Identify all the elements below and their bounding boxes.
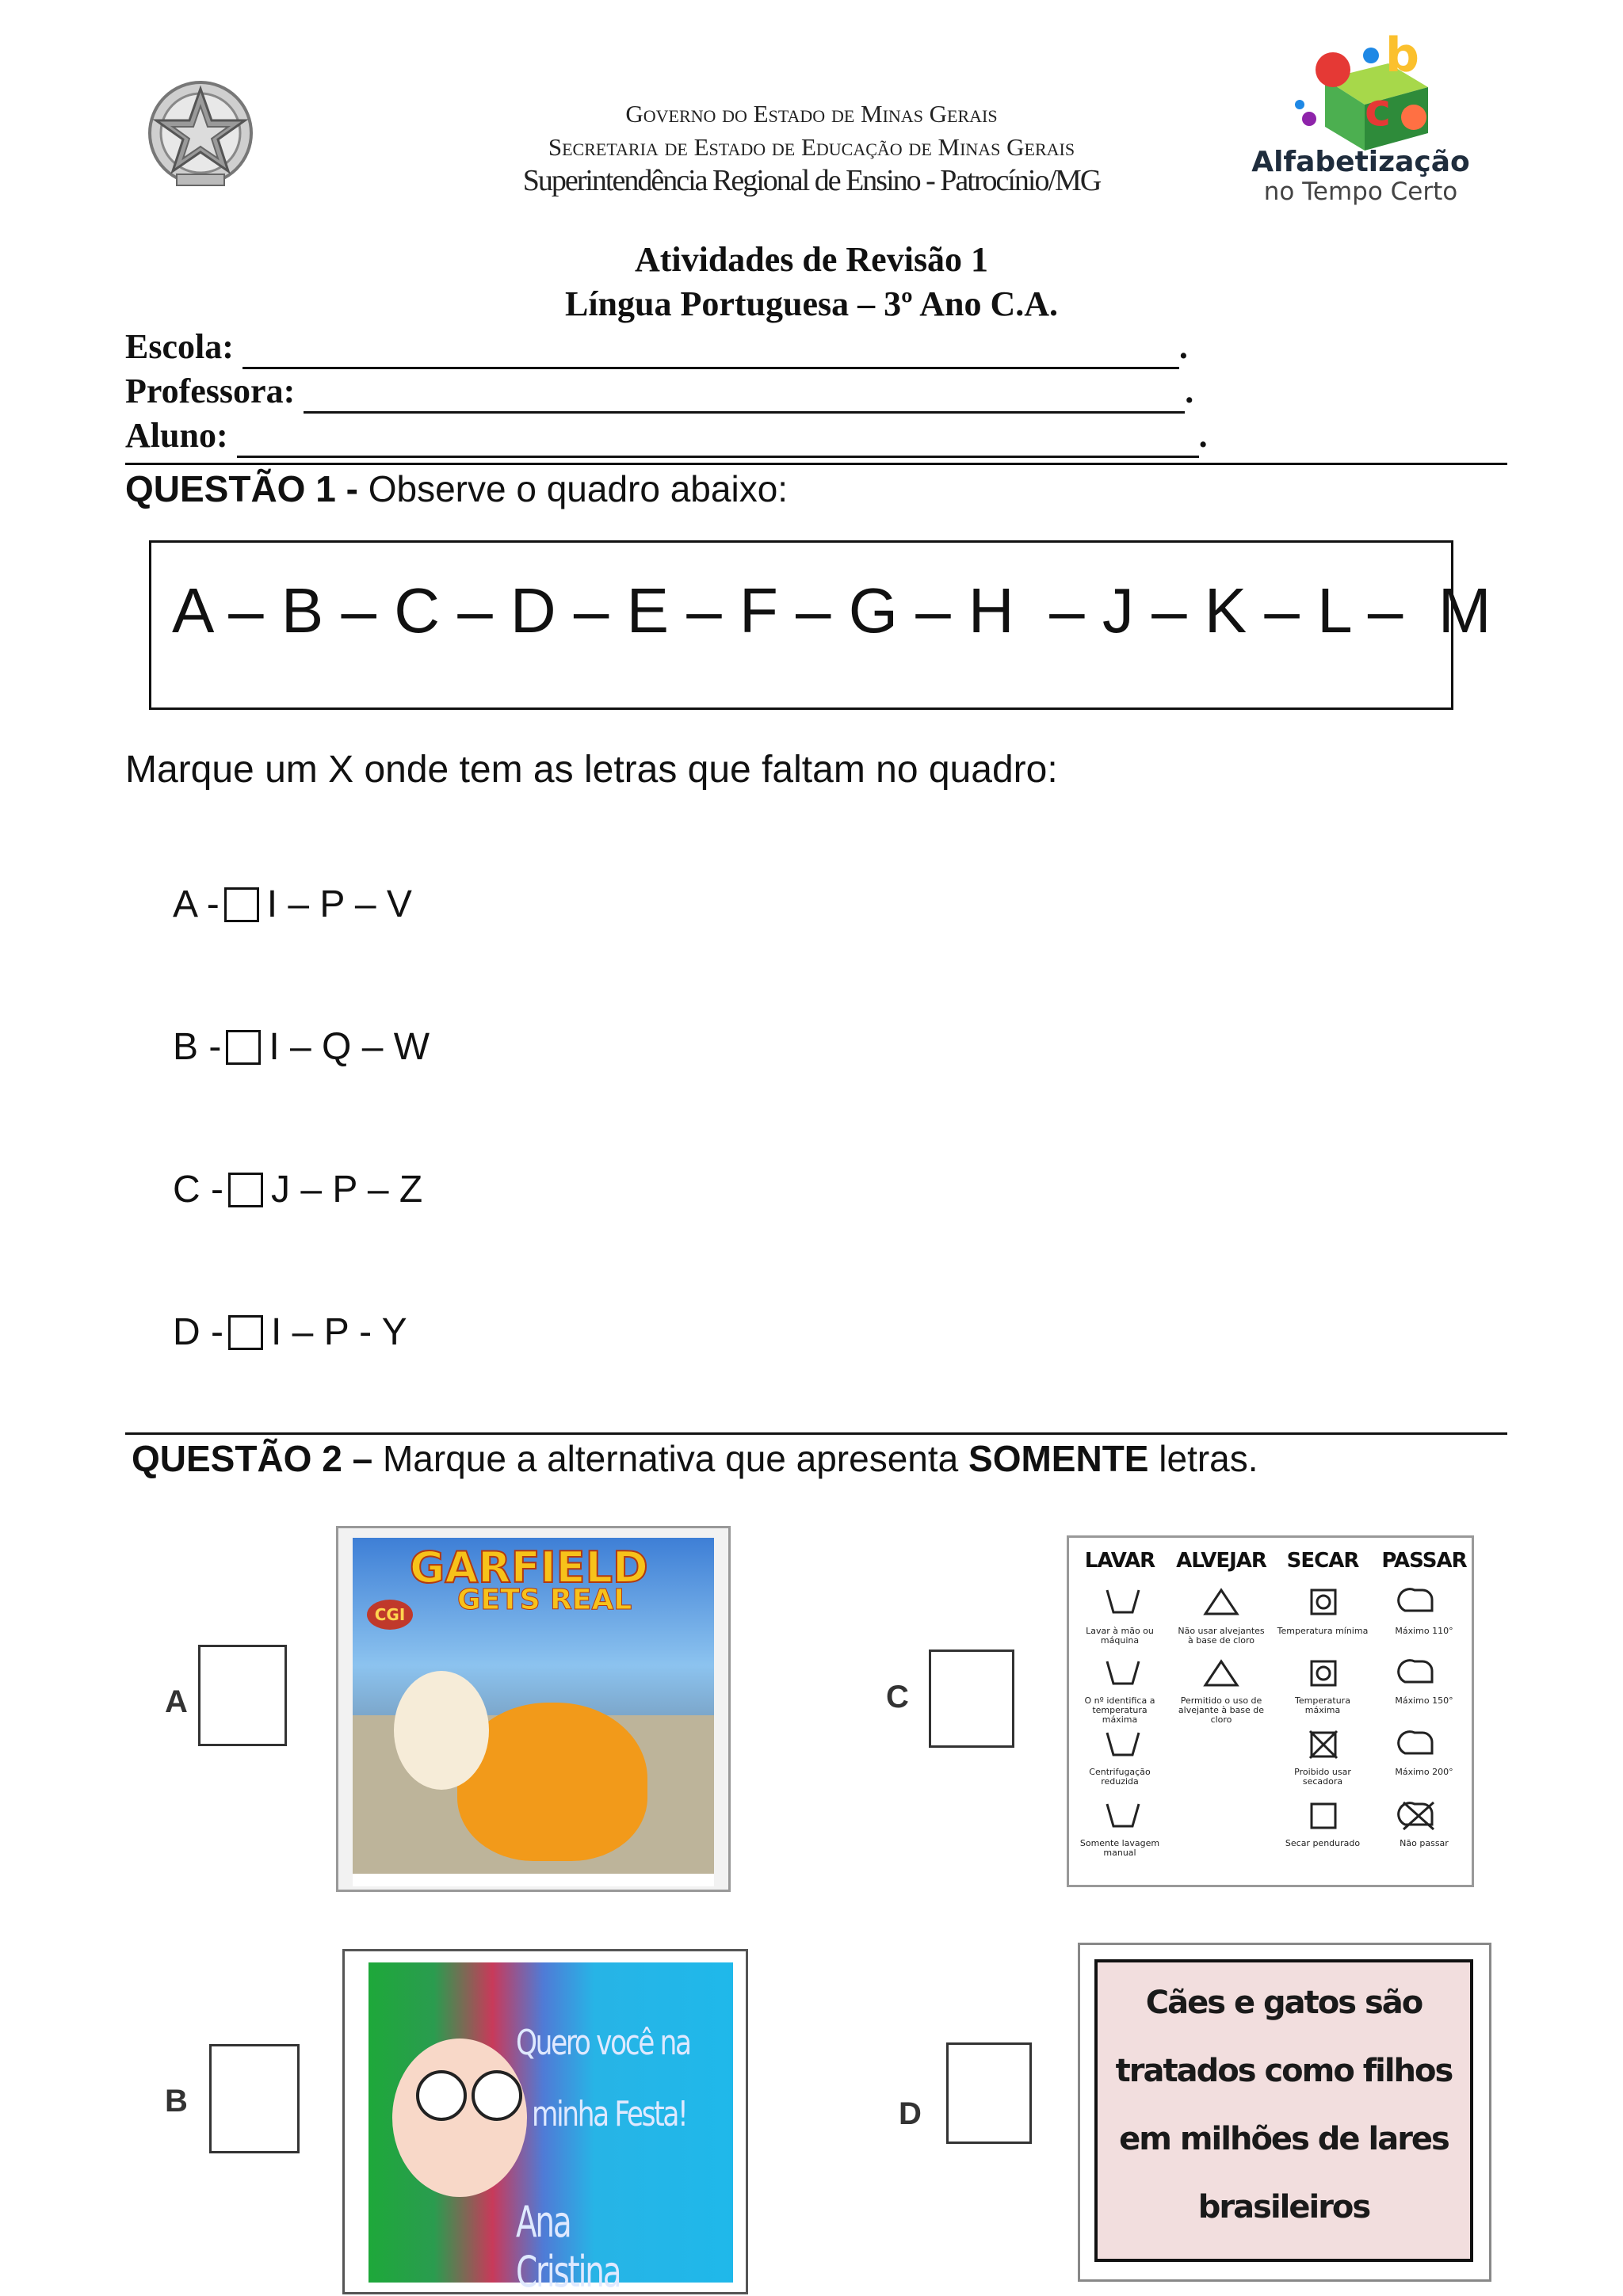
choice-d-checkbox[interactable]: [946, 2042, 1032, 2144]
student-label: Aluno:: [125, 416, 228, 455]
header-government-line: Governo do Estado de Minas Gerais: [625, 100, 998, 128]
garfield-subtitle: GETS REAL: [457, 1584, 632, 1616]
pets-text-card: [1094, 1959, 1473, 2262]
caption-r2-c3: Temperatura máxima: [1295, 1695, 1350, 1715]
student-blank[interactable]: [237, 415, 1199, 458]
header-secretariat-line: Secretaria de Estado de Educação de Minas Gerais: [548, 133, 1075, 161]
cgi-badge: CGI: [367, 1600, 413, 1630]
header-divider: [125, 463, 1507, 465]
question-divider: [125, 1432, 1507, 1435]
caption-r2-c2: Permitido o uso de alvejante à base de cloro: [1178, 1695, 1265, 1725]
option-b-checkbox[interactable]: [226, 1030, 261, 1065]
logo-title: Alfabetização: [1251, 146, 1470, 178]
option-a-text: I – P – V: [266, 883, 412, 925]
question-2-text-after: letras.: [1148, 1438, 1258, 1479]
caption-r2-c1: O nº identifica a temperatura máxima: [1084, 1695, 1155, 1725]
choice-b-letter: B: [165, 2084, 188, 2119]
question-2-text-before: Marque a alternativa que apresenta: [372, 1438, 969, 1479]
pets-line4: brasileiros: [1197, 2189, 1370, 2225]
option-a-checkbox[interactable]: [224, 887, 259, 922]
option-a: [173, 883, 412, 926]
option-b-text: I – Q – W: [269, 1026, 430, 1068]
pets-text-card-image: [1078, 1943, 1491, 2282]
clothing-care-table-image: [1067, 1535, 1474, 1887]
option-c-checkbox[interactable]: [228, 1173, 263, 1207]
choice-d-letter: D: [899, 2096, 922, 2131]
option-b: [173, 1025, 430, 1069]
caption-r1-c4: Máximo 110°: [1395, 1626, 1453, 1636]
care-table-captions: [1069, 1538, 1474, 1887]
header-alvejar: ALVEJAR: [1176, 1549, 1266, 1573]
caption-r3-c3: Proibido usar secadora: [1294, 1767, 1351, 1787]
invitation-line3: Ana Cristina: [516, 2197, 621, 2294]
question-1-text: Observe o quadro abaixo:: [357, 468, 789, 509]
caption-r3-c1: Centrifugação reduzida: [1089, 1767, 1151, 1787]
teacher-blank[interactable]: [304, 371, 1185, 414]
question-2-label: QUESTÃO 2 –: [132, 1438, 373, 1479]
garfield-title: GARFIELD: [410, 1543, 648, 1592]
question-1-instruction: Marque um X onde tem as letras que faltam no quadro:: [125, 749, 1058, 791]
school-field: Escola: .: [125, 326, 1188, 369]
school-blank[interactable]: [242, 326, 1179, 369]
header-passar: PASSAR: [1381, 1549, 1467, 1573]
caption-r1-c3: Temperatura mínima: [1277, 1626, 1369, 1636]
header-secar: SECAR: [1286, 1549, 1359, 1573]
invitation-line2: minha Festa!: [532, 2094, 687, 2134]
pets-line1: Cães e gatos são: [1145, 1985, 1423, 2021]
pets-line2: tratados como filhos: [1115, 2053, 1453, 2089]
alphabet-box: [149, 540, 1491, 710]
caption-r3-c4: Máximo 200°: [1395, 1767, 1453, 1777]
option-d-checkbox[interactable]: [228, 1315, 263, 1350]
party-invitation-image: [342, 1949, 748, 2294]
question-2-emphasis: SOMENTE: [968, 1438, 1149, 1479]
option-c: [173, 1168, 422, 1211]
worksheet-subtitle: Língua Portuguesa – 3º Ano C.A.: [564, 284, 1059, 323]
choice-c-letter: C: [886, 1680, 909, 1714]
teacher-label: Professora:: [125, 372, 296, 410]
student-field: Aluno: .: [125, 415, 1208, 458]
choice-a-checkbox[interactable]: [198, 1645, 287, 1746]
garfield-poster-image: [336, 1526, 731, 1892]
option-b-letter: B -: [173, 1026, 222, 1068]
question-2-heading: [132, 1437, 1258, 1480]
header-lavar: LAVAR: [1084, 1549, 1155, 1573]
caption-r2-c4: Máximo 150°: [1395, 1695, 1453, 1706]
question-1-heading: [125, 467, 788, 510]
header-superintendence-line: Superintendência Regional de Ensino - Patrocínio/MG: [522, 164, 1101, 197]
caption-r4-c1: Somente lavagem manual: [1079, 1838, 1160, 1858]
option-d: [173, 1310, 407, 1354]
invitation-line1: Quero você na: [516, 2023, 690, 2063]
option-d-text: I – P - Y: [270, 1311, 407, 1353]
option-c-text: J – P – Z: [270, 1169, 423, 1211]
choice-a-letter: A: [165, 1684, 188, 1719]
pets-line3: em milhões de lares: [1119, 2121, 1449, 2157]
alphabet-sequence: A – B – C – D – E – F – G – H – J – K – L – M: [172, 575, 1491, 646]
option-c-letter: C -: [173, 1169, 223, 1211]
option-d-letter: D -: [173, 1311, 223, 1353]
svg-text:b: b: [1385, 32, 1419, 83]
caption-r4-c4: Não passar: [1400, 1838, 1449, 1848]
option-a-letter: A -: [173, 883, 220, 925]
logo-subtitle: no Tempo Certo: [1263, 177, 1458, 206]
teacher-field: Professora: .: [125, 371, 1193, 414]
svg-text:c: c: [1365, 85, 1392, 136]
caption-r4-c3: Secar pendurado: [1285, 1838, 1361, 1848]
caption-r1-c1: Lavar à mão ou máquina: [1086, 1626, 1154, 1646]
school-label: Escola:: [125, 327, 234, 366]
alfabetizacao-logo: [1230, 32, 1491, 206]
choice-b-checkbox[interactable]: [209, 2044, 300, 2153]
worksheet-title: Atividades de Revisão 1: [634, 240, 989, 279]
caption-r1-c2: Não usar alvejantes à base de cloro: [1178, 1626, 1265, 1646]
question-1-label: QUESTÃO 1 -: [125, 468, 358, 509]
choice-c-checkbox[interactable]: [929, 1650, 1014, 1748]
